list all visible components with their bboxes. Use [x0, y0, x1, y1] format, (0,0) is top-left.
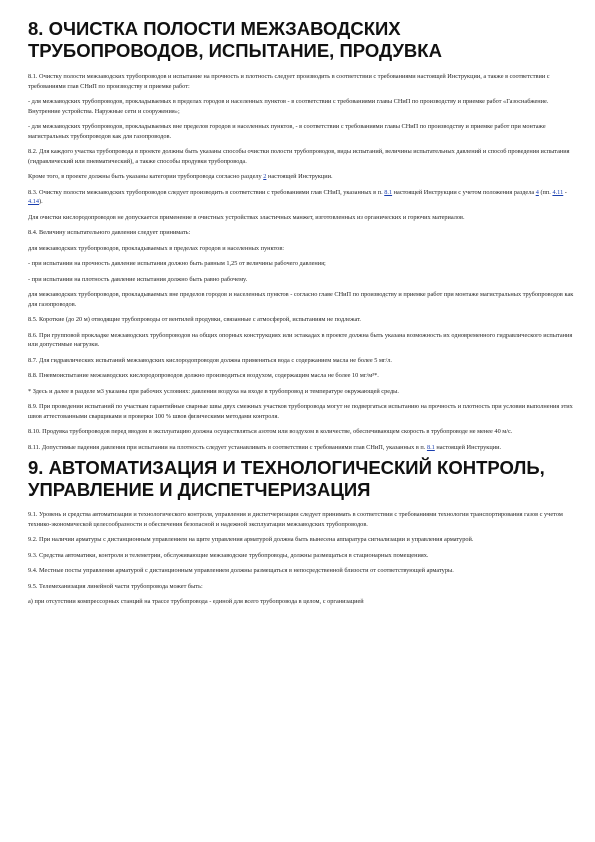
section9-paragraph: 9.3. Средства автоматики, контроля и телеметрии, обслуживающие межзаводские трубопроводы, должны размещаться в стационарных помещениях. — [28, 551, 429, 559]
cross-reference-link[interactable]: 4.11 — [552, 188, 564, 196]
section8-paragraph: 8.4. Величину испытательного давления следует принимать: — [28, 229, 191, 236]
section8-paragraph: * Здесь и далее в разделе м3 указаны при рабочих условиях: давлении воздуха на входе в трубопровод и температуре окружающей среды. — [28, 387, 399, 395]
section8-paragraph: 8.6. При групповой прокладке межзаводских трубопроводов на общих опорных конструкциях или эстакадах в проекте должна быть указана возможность их одновременного гидравлического испытания или допустимые нагрузки. — [28, 331, 573, 348]
section9-paragraph: 9.1. Уровень и средства автоматизации и технологического контроля, управления и диспетчеризации следует принимать в соответствии с требованиями технологии транспортирования газов с учетом технико-экономической целесообразности и обеспечения безопасной и надежной эксплуатации межзаводских трубопроводов. — [28, 511, 563, 528]
section9-paragraph: 9.4. Местные посты управления арматурой с дистанционным управлением должны размещаться в непосредственной близости от соответствующей арматуры. — [28, 567, 454, 574]
section8-paragraph: 8.1. Очистку полости межзаводских трубопроводов и испытание на прочность и плотность следует производить в соответствии с требованиями настоящей Инструкции, а также в соответствии с требованиями глав СНиП по производству и приемке работ: — [28, 73, 550, 90]
section8-paragraph: Кроме того, в проекте должны быть указаны категории трубопровода согласно разделу 2 настоящей Инструкции. — [28, 173, 333, 180]
section9-paragraph: 9.5. Телемеханизация линейной части трубопровода может быть: — [28, 582, 203, 590]
section8-paragraph: - при испытании на плотность давление испытания должно быть равно рабочему. — [28, 275, 248, 283]
section9-paragraph: а) при отсутствии компрессорных станций на трассе трубопровода - единой для всего трубопровода в целом, с организацией — [28, 598, 364, 605]
section8-paragraph: для межзаводских трубопроводов, прокладываемых в пределах городов и населенных пунктов: — [28, 244, 285, 252]
section8-paragraph: - для межзаводских трубопроводов, прокладываемых вне пределов городов и населенных пунктов, - в соответствии с требованиями главы СНиП по производству и приемке работ при монтаже магистральных трубопроводов как для газопроводов. — [28, 123, 546, 140]
section8-paragraph: 8.8. Пневмоиспытание межзаводских кислородопроводов должно производиться воздухом, содержащим масла не более 10 мг/м³*. — [28, 372, 379, 379]
section-9-heading: 9. АВТОМАТИЗАЦИЯ И ТЕХНОЛОГИЧЕСКИЙ КОНТРОЛЬ, УПРАВЛЕНИЕ И ДИСПЕТЧЕРИЗАЦИЯ — [28, 457, 545, 500]
section8-paragraph: 8.9. При проведении испытаний по участкам гарантийные сварные швы двух смежных участков трубопровода могут не подвергаться испытанию на прочность и плотность при условии выполнения этих швов аттестованными сварщиками и проверки 100 % швов физическими методами контроля. — [28, 403, 573, 420]
section8-paragraph: Для очистки кислородопроводов не допускается применение в очистных устройствах эластичных манжет, изготовленных из органических и горючих материалов. — [28, 213, 465, 221]
section8-paragraph: - при испытании на прочность давление испытания должно быть равным 1,25 от величины рабочего давления; — [28, 260, 326, 267]
cross-reference-link[interactable]: 8.1 — [426, 443, 435, 451]
section-8-body — [28, 72, 575, 452]
section8-paragraph: для межзаводских трубопроводов, прокладываемых вне пределов городов и населенных пунктов - согласно главе СНиП по производству и приемке работ при монтаже магистральных трубопроводов как для газопроводов. — [28, 291, 574, 308]
section8-paragraph: 8.10. Продувка трубопроводов перед вводом в эксплуатацию должна осуществляться азотом или воздухом в количестве, обеспечивающем скорость в трубопроводе не менее 40 м/с. — [28, 428, 513, 435]
cross-reference-link[interactable]: 4.14 — [28, 198, 40, 205]
section9-paragraph: 9.2. При наличии арматуры с дистанционным управлением на щите управления арматурой должна быть вынесена аппаратура сигнализации и управления арматурой. — [28, 536, 474, 543]
section8-paragraph: 8.2. Для каждого участка трубопровода в проекте должны быть указаны способы очистки полости трубопроводов, виды испытаний, величины испытательных давлений и способ проведения испытания (гидравлический или пневматический), а также способы продувки трубопровода. — [28, 148, 570, 165]
section8-paragraph: 8.11. Допустимые падения давления при испытании на плотность следует устанавливать в соответствии с требованиями глав СНиП, указанных в п. 8.1 настоящей Инструкции. — [28, 443, 502, 451]
section8-paragraph: 8.3. Очистку полости межзаводских трубопроводов следует производить в соответствии с требованиями глав СНиП, указанных в п. 8.1 настоящей Инструкции с учетом положения раздела 4 (пп. 4.11 - 4.14). — [28, 188, 567, 205]
section-9-body — [28, 510, 575, 607]
section-8-heading: 8. ОЧИСТКА ПОЛОСТИ МЕЖЗАВОДСКИХ ТРУБОПРОВОДОВ, ИСПЫТАНИЕ, ПРОДУВКА — [28, 18, 442, 61]
section8-paragraph: 8.7. Для гидравлических испытаний межзаводских кислородопроводов должна применяться вода с содержанием масла не более 5 мг/л. — [28, 356, 392, 364]
cross-reference-link[interactable]: 2 — [263, 173, 267, 180]
section8-paragraph: 8.5. Короткие (до 20 м) отводящие трубопроводы от вентилей продувки, связанные с атмосферой, испытаниям не подлежат. — [28, 316, 361, 323]
section8-paragraph: - для межзаводских трубопроводов, прокладываемых в пределах городов и населенных пунктов - в соответствии с требованиями главы СНиП по производству и приемке работ «Газоснабжение. Внутренние устройства. Наружные сети и сооружения»; — [28, 98, 549, 115]
cross-reference-link[interactable]: 8.1 — [384, 188, 393, 196]
cross-reference-link[interactable]: 4 — [535, 188, 539, 196]
